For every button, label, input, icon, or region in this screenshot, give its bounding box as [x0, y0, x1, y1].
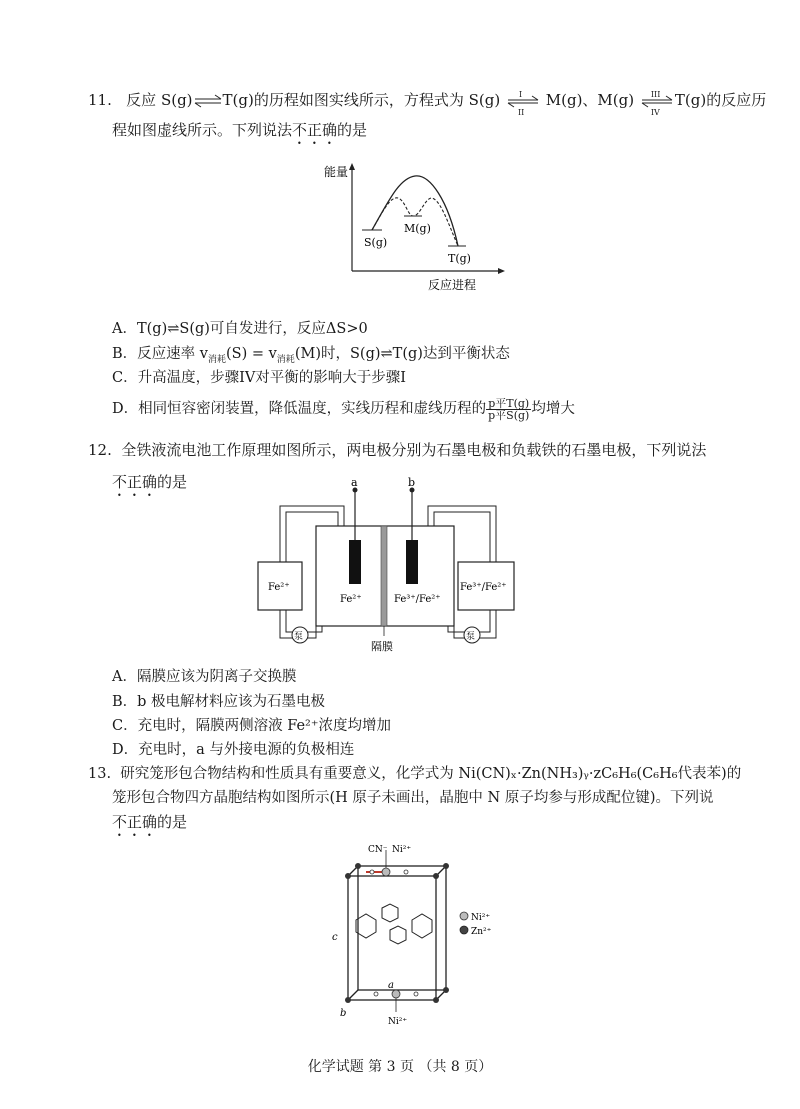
left-tank-electrolyte: Fe²⁺: [268, 582, 290, 593]
legend-Ni-marker: [460, 912, 468, 920]
axis-c-label: c: [332, 932, 338, 943]
label-S-g: S(g): [364, 236, 388, 249]
q13-stem-line3: 不正确的是: [112, 813, 188, 831]
left-pump-label: 泵: [294, 632, 304, 642]
energy-profile-diagram: [324, 158, 505, 293]
label-CN: CN⁻: [368, 845, 388, 855]
step-I-II-arrow-icon: I II: [505, 89, 541, 113]
page-footer: 化学试题 第 3 页 （共 8 页）: [307, 1059, 493, 1075]
label-Ni-top: Ni²⁺: [392, 845, 412, 855]
right-cell-electrolyte: Fe³⁺/Fe²⁺: [394, 594, 441, 605]
q12-option-D[interactable]: D．充电时，a 与外接电源的负极相连: [112, 742, 355, 758]
legend-Zn-marker: [460, 926, 468, 934]
reaction-progress-label: 反应进程: [428, 278, 477, 292]
q12-stem-line1: 12. 全铁液流电池工作原理如图所示，两电极分别为石墨电极和负载铁的石墨电极，下列说法: [88, 441, 707, 459]
q13-stem-line2: 笼形包合物四方晶胞结构如图所示(H 原子未画出，晶胞中 N 原子均参与形成配位键)。下列说: [112, 790, 714, 806]
step-III-IV-arrow-icon: III IV: [639, 89, 675, 113]
label-M-g: M(g): [404, 222, 431, 235]
q12-stem-line2: 不正确的是: [112, 473, 188, 491]
crystal-cell-diagram: [326, 842, 506, 1034]
label-T-g: T(g): [448, 252, 471, 265]
q11-option-D[interactable]: D．相同恒容密闭装置，降低温度，实线历程和虚线历程的 $\frac{\text{p平T(g)}}{\text{p平S(g)}}$ 均增大: [112, 396, 575, 422]
q11-stem-line2: 程如图虚线所示。下列说法不正确的是: [112, 121, 368, 139]
left-cell-electrolyte: Fe²⁺: [340, 594, 362, 605]
terminal-a-label: a: [351, 476, 358, 489]
axis-a-label: a: [388, 980, 394, 991]
emphasis-not-correct: 不正确: [292, 121, 338, 139]
legend-Zn-label: Zn²⁺: [471, 927, 492, 937]
energy-axis-label: 能量: [324, 165, 349, 179]
q12-option-C[interactable]: C．充电时，隔膜两侧溶液 Fe²⁺浓度均增加: [112, 718, 392, 734]
right-pump-label: 泵: [466, 632, 476, 642]
q11-number: 11.: [88, 91, 112, 109]
equilibrium-arrow-icon: [193, 91, 223, 111]
emphasis-not-correct: 不正确: [112, 813, 158, 831]
terminal-b-label: b: [408, 476, 416, 489]
q13-stem-line1: 13. 研究笼形包合物结构和性质具有重要意义，化学式为 Ni(CN)ₓ·Zn(NH₃)ᵧ·zC₆H₆(C₆H₆代表苯)的: [88, 766, 742, 782]
q11-option-B[interactable]: B．反应速率 $v_{消耗}(S) = v_{消耗}(M)$时，S(g)⇌T(g)达到平衡状态: [112, 346, 510, 365]
axis-b-label: b: [340, 1008, 347, 1019]
q12-option-B[interactable]: B．b 极电解材料应该为石墨电极: [112, 694, 326, 710]
flow-battery-diagram: [252, 478, 527, 653]
label-Ni-bottom: Ni²⁺: [388, 1017, 408, 1027]
q11-option-A[interactable]: A．T(g)⇌S(g)可自发进行，反应ΔS>0: [112, 321, 368, 337]
q11-stem-line1: 11. 反应 S(g) T(g)的历程如图实线所示，方程式为 S(g) I II M(g)、M(g) III IV T(g)的反应历: [88, 90, 767, 117]
q11-option-C[interactable]: C．升高温度，步骤IV对平衡的影响大于步骤I: [112, 370, 407, 386]
q13-number: 13.: [88, 766, 112, 782]
q12-option-A[interactable]: A．隔膜应该为阴离子交换膜: [112, 669, 297, 685]
membrane-label: 隔膜: [371, 640, 393, 653]
emphasis-not-correct: 不正确: [112, 473, 158, 491]
q12-number: 12.: [88, 441, 112, 459]
right-tank-electrolyte: Fe³⁺/Fe²⁺: [460, 582, 507, 593]
legend-Ni-label: Ni²⁺: [471, 913, 491, 923]
pressure-ratio-fraction: $\frac{\text{p平T(g)}}{\text{p平S(g)}}$: [488, 396, 530, 422]
